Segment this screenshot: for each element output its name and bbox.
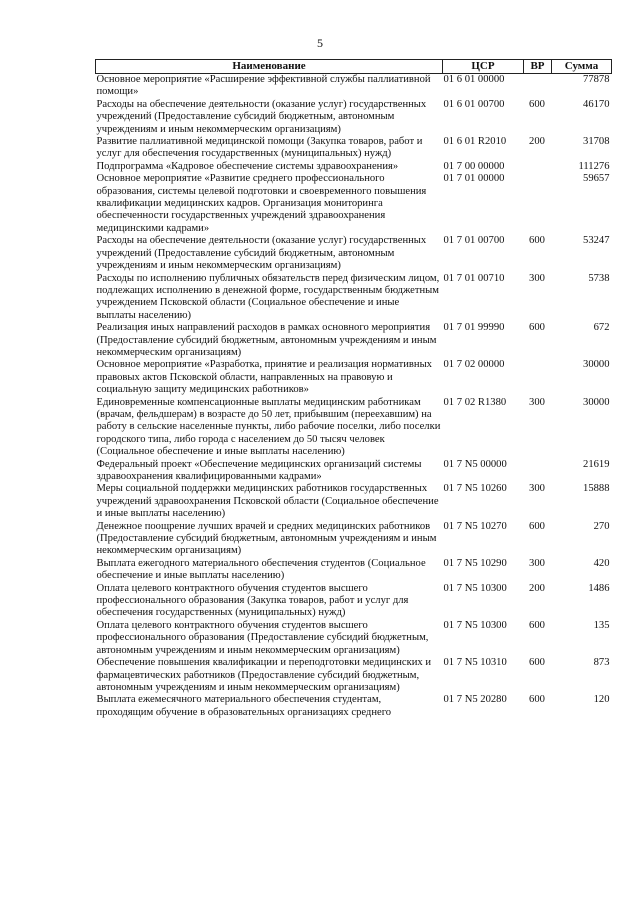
row-sum: 30000	[583, 359, 610, 371]
row-name: Обеспечение повышения квалификации и переподготовки медицинских и фармацевтических работников (Предоставление субсидий бюджетным, автономным учреждениям и иным некоммерческим организациям)	[96, 657, 432, 693]
row-csr: 01 7 01 00700	[443, 235, 505, 247]
row-sum: 111276	[578, 160, 610, 172]
header-vr: ВР	[524, 60, 552, 74]
row-name: Развитие паллиативной медицинской помощи (Закупка товаров, работ и услуг для обеспечения государственных (муниципальных) нужд)	[96, 136, 423, 160]
row-sum: 1486	[588, 582, 610, 594]
row-vr: 300	[529, 557, 545, 569]
row-vr: 600	[529, 657, 545, 669]
row-csr: 01 6 01 00700	[443, 98, 505, 110]
row-csr: 01 7 01 99990	[443, 322, 505, 334]
row-name: Основное мероприятие «Разработка, принятие и реализация нормативных правовых актов Псковской области, направленных на правовую и социальную защиту медицинских работников»	[96, 359, 432, 396]
row-vr: 600	[529, 235, 545, 247]
row-vr: 600	[529, 98, 545, 110]
row-csr: 01 7 N5 00000	[443, 458, 507, 470]
row-name: Оплата целевого контрактного обучения студентов высшего профессионального образования (Предоставление субсидий бюджетным, автономным учреждениям и иным некоммерческим организациям)	[96, 619, 429, 656]
row-sum: 135	[593, 619, 610, 631]
row-name: Единовременные компенсационные выплаты медицинским работникам (врачам, фельдшерам) в возрасте до 50 лет, прибывшим (переехавшим) на работу в сельские населенные пункты, либо рабочие поселки, либо поселки городского типа, либо города с населением до 50 тысяч человек (Социальное обеспечение и иные выплаты населению)	[96, 396, 441, 458]
row-vr: 200	[529, 582, 545, 594]
budget-table	[95, 59, 612, 719]
row-csr: 01 6 01 R2010	[443, 136, 507, 148]
row-csr: 01 7 02 00000	[443, 359, 505, 371]
row-csr: 01 7 N5 10300	[443, 619, 507, 631]
row-vr: 600	[529, 520, 545, 532]
row-name: Реализация иных направлений расходов в рамках основного мероприятия (Предоставление субсидий бюджетным, автономным учреждениям и иным некоммерческим организациям)	[96, 322, 437, 358]
table-row	[96, 173, 612, 235]
row-sum: 672	[593, 322, 610, 334]
row-sum: 120	[593, 694, 610, 706]
table-header-row	[96, 60, 612, 74]
table-row	[96, 521, 612, 558]
table-row	[96, 620, 612, 657]
row-sum: 873	[593, 657, 610, 669]
row-name: Меры социальной поддержки медицинских работников государственных учреждений здравоохранения Псковской области (Социальное обеспечение и иные выплаты населению)	[96, 483, 439, 520]
table-row	[96, 161, 612, 173]
row-vr: 200	[529, 136, 545, 148]
row-name: Основное мероприятие «Развитие среднего профессионального образования, системы целевой подготовки и своевременного повышения квалификации медицинских кадров. Организация мониторинга обеспеченности государственных учреждений здравоохранения медицинскими кадрами»	[96, 173, 427, 234]
table-row	[96, 657, 612, 694]
row-sum: 59657	[583, 173, 610, 185]
table-row	[96, 694, 612, 719]
page-number: 5	[317, 36, 323, 50]
row-vr	[524, 459, 552, 484]
row-name: Выплата ежемесячного материального обеспечения студентам, проходящим обучение в образовательных организациях среднего	[96, 694, 392, 718]
row-sum: 420	[593, 557, 610, 569]
table-row	[96, 459, 612, 484]
row-sum: 30000	[583, 396, 610, 408]
row-csr: 01 7 N5 10300	[443, 582, 507, 594]
row-vr: 600	[529, 619, 545, 631]
row-csr: 01 7 01 00710	[443, 272, 505, 284]
header-sum: Сумма	[552, 60, 612, 74]
row-sum: 46170	[583, 98, 610, 110]
table-row	[96, 359, 612, 396]
row-sum: 53247	[583, 235, 610, 247]
row-sum: 21619	[583, 458, 610, 470]
row-name: Денежное поощрение лучших врачей и средних медицинских работников (Предоставление субсидий бюджетным, автономным учреждениям и иным некоммерческим организациям)	[96, 520, 437, 557]
row-csr: 01 7 N5 10290	[443, 557, 507, 569]
row-sum: 77878	[583, 74, 610, 85]
table-row	[96, 322, 612, 359]
header-name: Наименование	[96, 60, 443, 74]
row-sum: 5738	[588, 272, 610, 284]
table-row	[96, 235, 612, 272]
table-row	[96, 273, 612, 323]
row-name: Выплата ежегодного материального обеспечения студентов (Социальное обеспечение и иные выплаты населению)	[96, 557, 426, 582]
row-csr: 01 7 N5 10310	[443, 657, 507, 669]
row-name: Основное мероприятие «Расширение эффективной службы паллиативной помощи»	[96, 74, 431, 98]
row-vr: 600	[529, 322, 545, 334]
row-sum: 270	[593, 520, 610, 532]
table-row	[96, 74, 612, 99]
row-csr: 01 7 00 00000	[443, 160, 505, 172]
row-vr: 300	[529, 396, 545, 408]
table-row	[96, 397, 612, 459]
row-name: Расходы по исполнению публичных обязательств перед физическим лицом, подлежащих исполнению в денежной форме, государственным бюджетным учреждением Псковской области (Социальное обеспечение и иные выплаты населению)	[96, 272, 440, 321]
row-name: Федеральный проект «Обеспечение медицинских организаций системы здравоохранения квалифицированными кадрами»	[96, 458, 422, 482]
row-sum: 15888	[583, 483, 610, 495]
row-vr	[524, 359, 552, 396]
row-vr: 300	[529, 272, 545, 284]
row-csr: 01 7 N5 20280	[443, 694, 507, 706]
row-csr: 01 7 N5 10270	[443, 520, 507, 532]
table-row	[96, 583, 612, 620]
table-row	[96, 558, 612, 583]
row-sum: 31708	[583, 136, 610, 148]
table-row	[96, 483, 612, 520]
row-csr: 01 6 01 00000	[443, 74, 505, 85]
row-vr	[524, 74, 552, 99]
row-vr	[524, 161, 552, 173]
row-vr: 300	[529, 483, 545, 495]
header-csr: ЦСР	[443, 60, 524, 74]
row-vr: 600	[529, 694, 545, 706]
row-name: Подпрограмма «Кадровое обеспечение системы здравоохранения»	[96, 160, 399, 172]
row-name: Расходы на обеспечение деятельности (оказание услуг) государственных учреждений (Предоставление субсидий бюджетным, автономным учреждениям и иным некоммерческим организациям)	[96, 235, 427, 272]
row-csr: 01 7 N5 10260	[443, 483, 507, 495]
table-row	[96, 99, 612, 136]
row-name: Оплата целевого контрактного обучения студентов высшего профессионального образования (Закупка товаров, работ и услуг для обеспечения государственных (муниципальных) нужд)	[96, 582, 409, 619]
row-csr: 01 7 02 R1380	[443, 396, 507, 408]
table-row	[96, 136, 612, 161]
row-vr	[524, 173, 552, 235]
row-csr: 01 7 01 00000	[443, 173, 505, 185]
row-name: Расходы на обеспечение деятельности (оказание услуг) государственных учреждений (Предоставление субсидий бюджетным, автономным учреждениям и иным некоммерческим организациям)	[96, 98, 427, 135]
